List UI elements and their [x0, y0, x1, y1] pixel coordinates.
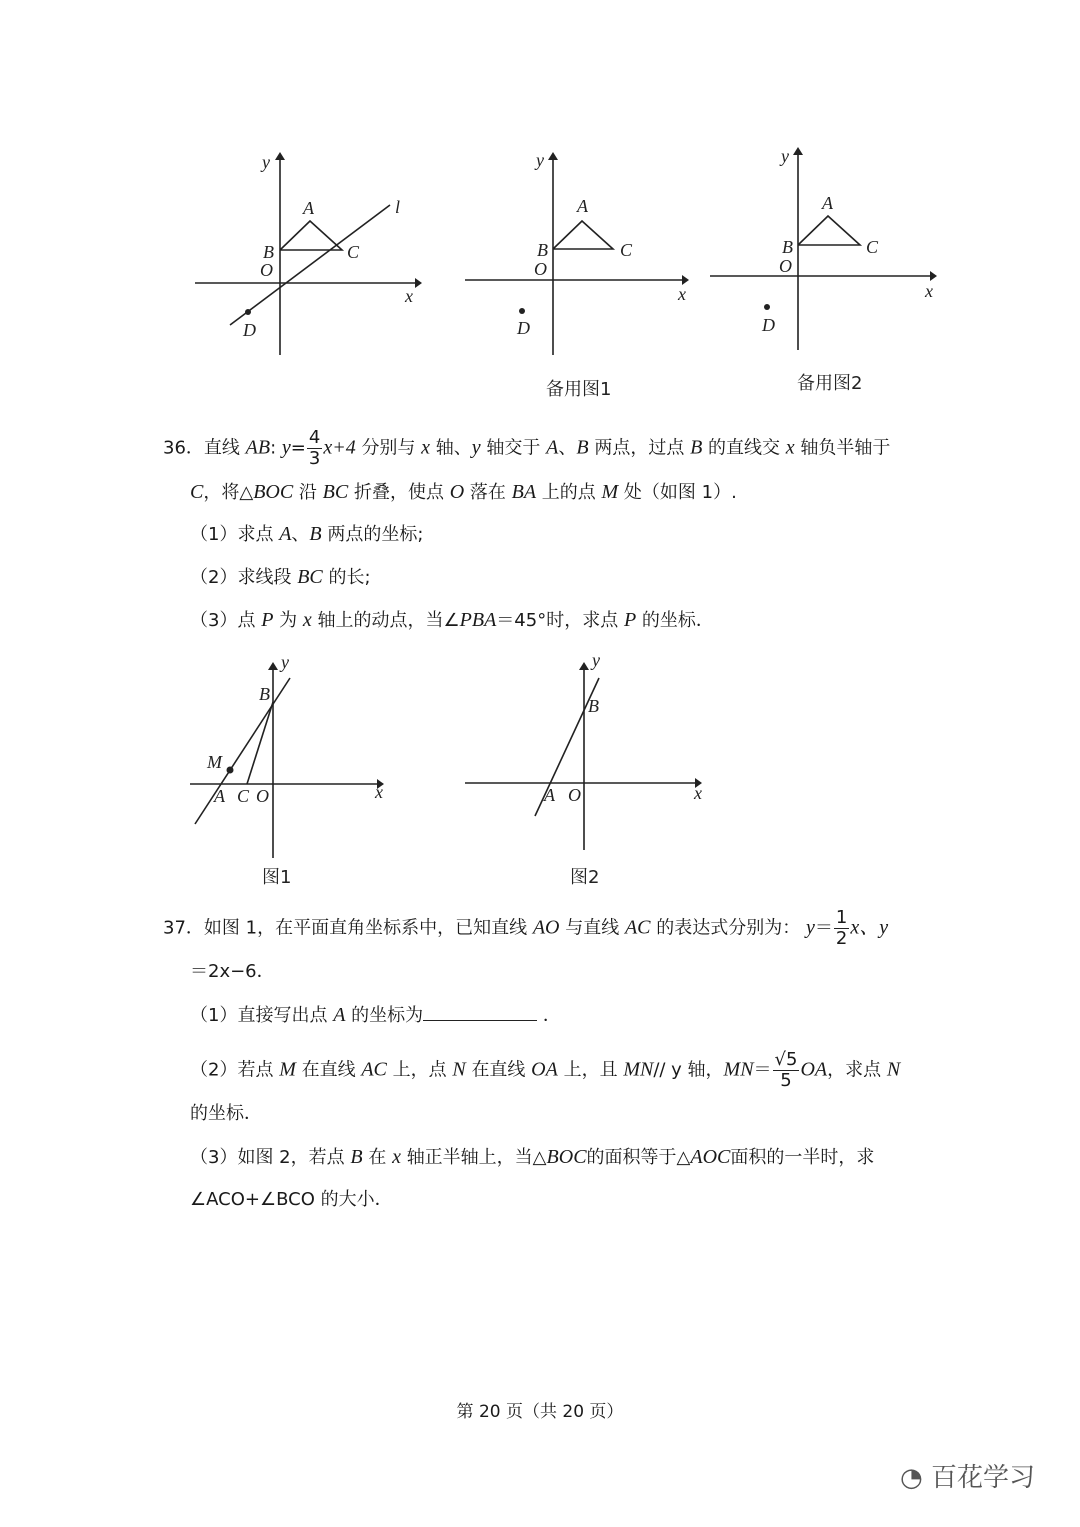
label-d: D — [243, 320, 256, 340]
label-d: D — [762, 315, 775, 335]
label-a: A — [544, 785, 555, 805]
label-b: B — [259, 684, 270, 704]
label-a: A — [303, 198, 314, 218]
caption-fig1: 图1 — [262, 867, 292, 888]
label-b: B — [537, 240, 548, 260]
q37-part-1: （1）直接写出点 A 的坐标为 ． — [190, 1004, 561, 1026]
figure-q36-fig2 — [460, 650, 710, 850]
fraction-sqrt5-5: $\frac{√5}{5}$ — [774, 1049, 798, 1091]
label-y: y — [281, 652, 289, 672]
figure-q35-spare-2 — [705, 145, 945, 355]
page-footer: 第 20 页（共 20 页） — [456, 1402, 624, 1422]
label-c: C — [620, 240, 633, 260]
label-y: y — [262, 152, 270, 172]
q37-line-1: 37．如图 1，在平面直角坐标系中，已知直线 AO 与直线 AC 的表达式分别为： y＝ $\frac{1}{2}$ x、y — [163, 907, 889, 949]
label-d: D — [517, 318, 530, 338]
q36-line-2: C，将△BOC 沿 BC 折叠，使点 O 落在 BA 上的点 M 处（如图 1）. — [190, 481, 737, 503]
label-b: B — [263, 242, 274, 262]
figure-q35-main — [190, 150, 430, 365]
label-y: y — [592, 650, 600, 670]
label-l: l — [395, 197, 401, 217]
figure-q35-spare-1 — [460, 150, 700, 360]
caption-spare-1: 备用图1 — [546, 379, 612, 400]
label-a: A — [577, 196, 588, 216]
label-a: A — [214, 786, 225, 806]
q36-part-3: （3）点 P 为 x 轴上的动点，当∠PBA＝45°时，求点 P 的坐标． — [190, 609, 714, 631]
caption-spare-2: 备用图2 — [797, 373, 863, 394]
label-b: B — [782, 237, 793, 257]
label-c: C — [347, 242, 360, 262]
q36-part-2: （2）求线段 BC 的长; — [190, 566, 371, 588]
label-x: x — [694, 783, 702, 803]
label-x: x — [375, 782, 383, 802]
label-o: O — [260, 260, 273, 280]
caption-fig2: 图2 — [570, 867, 600, 888]
wechat-icon: ◔ — [900, 1463, 931, 1493]
q37-part-2: （2）若点 M 在直线 AC 上，点 N 在直线 OA 上，且 MN// y 轴，MN＝ $\frac{√5}{5}$ OA，求点 N — [190, 1049, 901, 1091]
label-o: O — [568, 785, 581, 805]
label-m: M — [207, 752, 222, 772]
label-a: A — [822, 193, 833, 213]
answer-blank[interactable] — [423, 1002, 537, 1021]
label-x: x — [405, 286, 413, 306]
label-c: C — [866, 237, 879, 257]
label-c: C — [237, 786, 250, 806]
watermark: ◔ 百花学习 — [900, 1463, 1035, 1493]
label-o: O — [779, 256, 792, 276]
label-o: O — [256, 786, 269, 806]
q36-part-1: （1）求点 A、B 两点的坐标; — [190, 523, 424, 545]
q37-part-2-cont: 的坐标． — [190, 1103, 262, 1124]
q37-part-3: （3）如图 2，若点 B 在 x 轴正半轴上，当△BOC的面积等于△AOC面积的一半时，求 — [190, 1146, 875, 1168]
label-x: x — [678, 284, 686, 304]
label-y: y — [781, 146, 789, 166]
q37-line-2: ＝2x−6． — [190, 961, 275, 982]
label-b: B — [588, 696, 599, 716]
label-o: O — [534, 259, 547, 279]
label-y: y — [536, 150, 544, 170]
fraction-1-2: $\frac{1}{2}$ — [835, 907, 848, 949]
q36-line-1: 36．直线 AB: y= $\frac{4}{3}$ x+4 分别与 x 轴、y 轴交于 A、B 两点，过点 B 的直线交 x 轴负半轴于 — [163, 427, 891, 469]
fraction-4-3: $\frac{4}{3}$ — [308, 427, 321, 469]
label-x: x — [925, 281, 933, 301]
q37-part-3-cont: ∠ACO+∠BCO 的大小． — [190, 1189, 393, 1210]
figure-q36-fig1 — [185, 650, 400, 860]
